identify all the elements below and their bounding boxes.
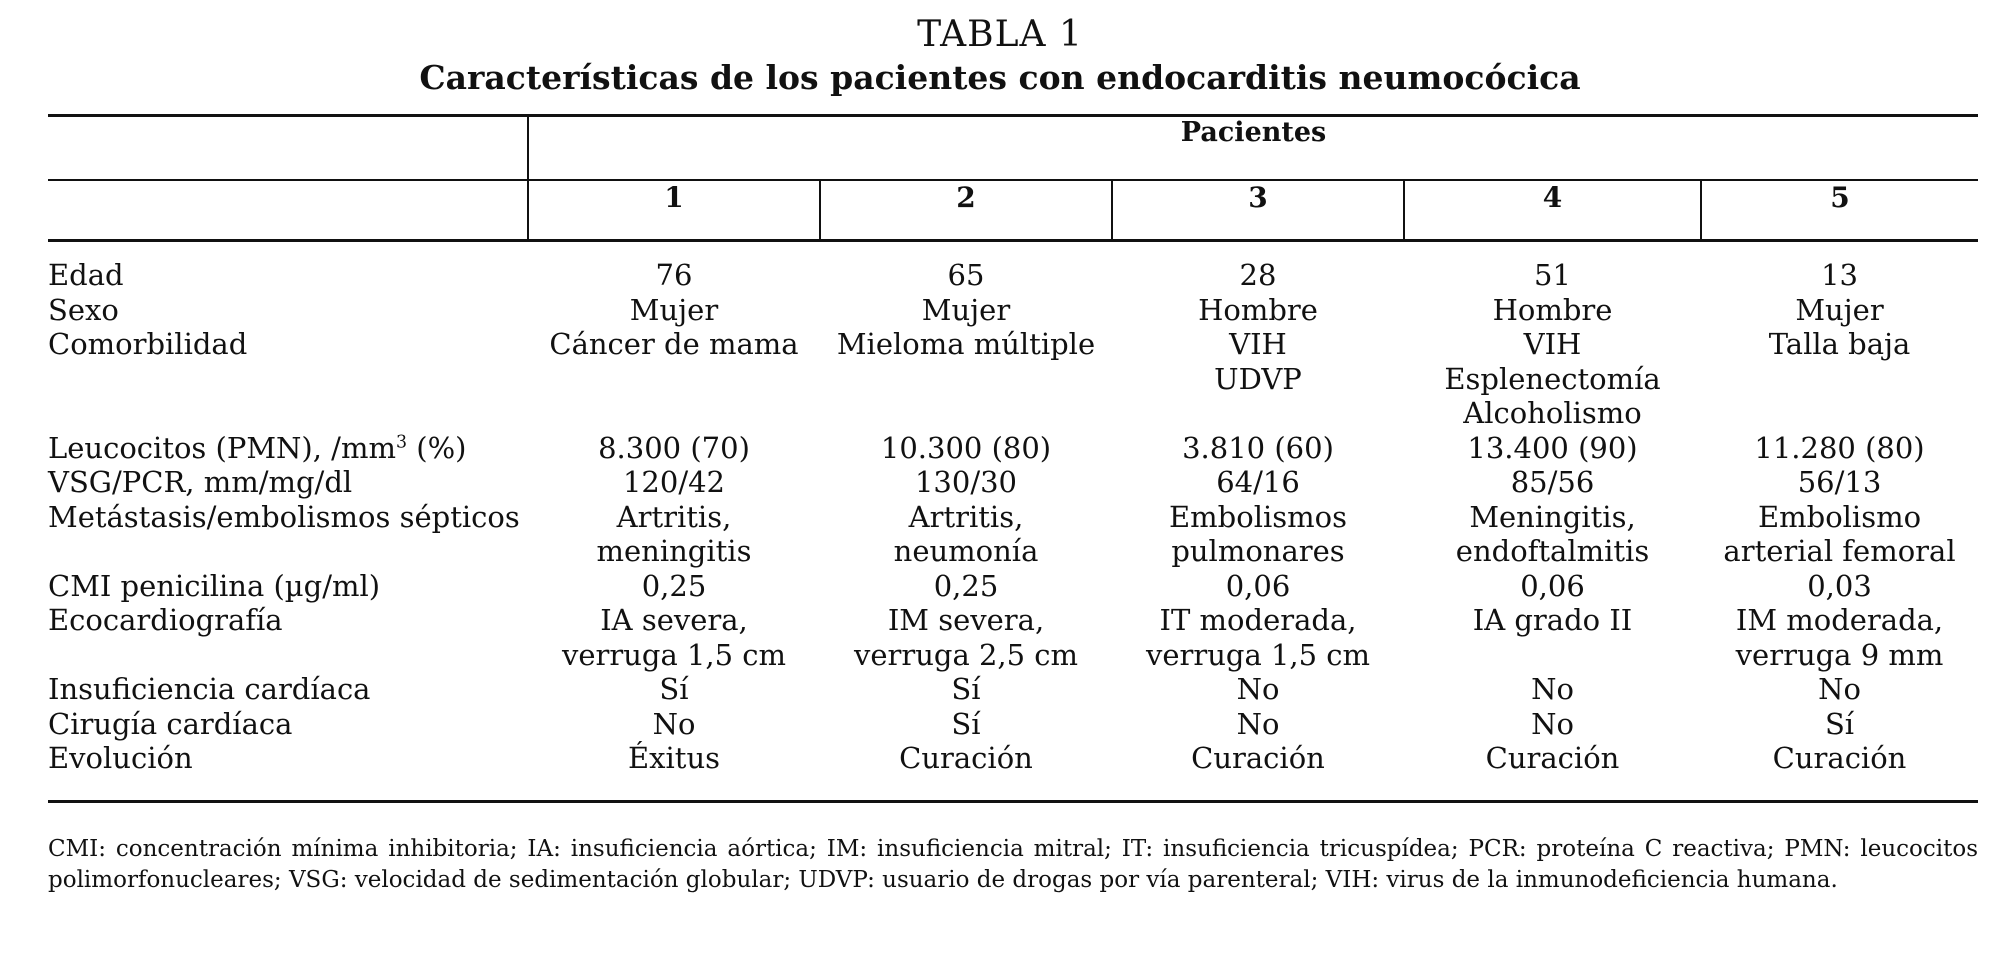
patient-number-header: 2 — [820, 180, 1112, 241]
patient-number-header: 3 — [1112, 180, 1404, 241]
patient-value-cell: Éxitus — [627, 741, 720, 775]
patient-number-header: 1 — [528, 180, 820, 241]
row-label: Sexo — [48, 292, 119, 327]
table-row — [48, 465, 1978, 500]
patients-group-header: Pacientes — [528, 116, 1978, 181]
patient-value-cell: Mujer — [921, 292, 1011, 327]
patient-value-cell: Mujer — [1795, 292, 1884, 327]
patient-value-cell: IA severa, verruga 1,5 cm — [561, 603, 787, 672]
patient-value-cell: VIH UDVP — [1214, 327, 1302, 396]
row-label: CMI penicilina (µg/ml) — [48, 568, 381, 603]
patient-value-cell: 85/56 — [1510, 465, 1595, 499]
patient-value-cell: Embolismos pulmonares — [1169, 499, 1347, 568]
patient-value-cell: 76 — [655, 258, 693, 292]
patient-value-cell: Mujer — [629, 292, 719, 327]
table-caption: Características de los pacientes con endocarditis neumocócica — [419, 58, 1581, 97]
stub-header — [48, 116, 528, 181]
patient-value-cell: No — [652, 706, 696, 741]
table-row — [48, 293, 1978, 328]
patient-value-cell: No — [1236, 672, 1280, 706]
patient-value-cell: Mieloma múltiple — [836, 327, 1096, 361]
patient-value-cell: 11.280 (80) — [1754, 430, 1925, 465]
patient-value-cell: Talla baja — [1768, 327, 1911, 361]
patient-value-cell: 65 — [947, 258, 985, 292]
table-number: TABLA 1 — [917, 14, 1083, 55]
patient-value-cell: Cáncer de mama — [549, 327, 799, 361]
patient-value-cell: Sí — [1824, 706, 1855, 741]
table-row — [48, 741, 1978, 776]
patient-value-cell: IM moderada, verruga 9 mm — [1735, 603, 1944, 672]
patient-value-cell: 120/42 — [622, 465, 726, 499]
row-label: VSG/PCR, mm/mg/dl — [48, 465, 353, 499]
patient-value-cell: IM severa, verruga 2,5 cm — [853, 603, 1079, 672]
row-label: Evolución — [48, 741, 193, 775]
patient-value-cell: No — [1818, 672, 1861, 706]
table-row — [48, 672, 1978, 707]
patient-value-cell: IT moderada, verruga 1,5 cm — [1145, 603, 1371, 672]
patient-value-cell: 56/13 — [1797, 465, 1882, 499]
patient-value-cell: Curación — [1772, 741, 1907, 775]
patient-value-cell: 0,03 — [1807, 568, 1872, 603]
table-row — [48, 500, 1978, 569]
row-label: Comorbilidad — [48, 327, 248, 361]
patient-value-cell: No — [1531, 672, 1574, 706]
stub-header-blank — [48, 180, 528, 241]
table-row — [48, 258, 1978, 293]
row-label: Leucocitos (PMN), $/mm^3$ (%) — [48, 430, 467, 465]
patient-value-cell: 0,25 — [933, 568, 999, 603]
row-label: Insuficiencia cardíaca — [48, 672, 371, 706]
patient-value-cell: 51 — [1534, 258, 1571, 292]
patient-value-cell: No — [1531, 706, 1574, 741]
patient-number-header: 4 — [1404, 180, 1701, 241]
row-label: Cirugía cardíaca — [48, 706, 293, 741]
table-title-block — [0, 14, 2000, 100]
patient-value-cell: IA grado II — [1472, 603, 1633, 637]
table-row — [48, 603, 1978, 672]
table-row — [48, 569, 1978, 604]
patient-value-cell: 0,06 — [1225, 568, 1291, 603]
patient-value-cell: Sí — [951, 672, 981, 706]
patient-value-cell: Curación — [1485, 741, 1620, 775]
patient-value-cell: Artritis, meningitis — [596, 499, 752, 568]
patient-value-cell: 10.300 (80) — [880, 430, 1052, 465]
row-label: Ecocardiografía — [48, 603, 283, 637]
patient-value-cell: Curación — [899, 741, 1033, 775]
row-label: Metástasis/embolismos sépticos — [48, 499, 520, 534]
patient-value-cell: 8.300 (70) — [598, 430, 750, 465]
patient-value-cell: 0,06 — [1520, 568, 1585, 603]
patient-value-cell: Hombre — [1492, 292, 1613, 327]
patient-value-cell: 0,25 — [641, 568, 707, 603]
patient-value-cell: Sí — [951, 706, 981, 741]
patient-value-cell: VIH Esplenectomía Alcoholismo — [1444, 327, 1661, 430]
patient-value-cell: Artritis, neumonía — [893, 499, 1039, 568]
patient-number-row — [48, 180, 1978, 241]
patient-value-cell: 3.810 (60) — [1182, 430, 1334, 465]
patient-value-cell: 13.400 (90) — [1467, 430, 1638, 465]
patient-value-cell: Curación — [1191, 741, 1325, 775]
patient-value-cell: 28 — [1239, 258, 1277, 292]
patient-value-cell: Meningitis, endoftalmitis — [1455, 499, 1650, 568]
patient-value-cell: Hombre — [1198, 292, 1318, 327]
patient-value-cell: Sí — [659, 672, 689, 706]
row-label: Edad — [48, 258, 124, 292]
group-header-row — [48, 116, 1978, 181]
patient-value-cell: 130/30 — [914, 465, 1018, 499]
table-row — [48, 707, 1978, 742]
patient-value-cell: No — [1236, 706, 1280, 741]
table-bottom-rule — [48, 776, 1978, 802]
table-row — [48, 327, 1978, 431]
patient-value-cell: 64/16 — [1216, 465, 1300, 499]
patient-number-header: 5 — [1701, 180, 1978, 241]
patient-value-cell: 13 — [1821, 258, 1858, 292]
table-footnote: CMI: concentración mínima inhibitoria; IA: insuficiencia aórtica; IM: insuficiencia mitral; IT: insuficiencia tricuspídea; PCR: proteína C reactiva; PMN: leucocitos polimorfonucleares; VSG: velocidad de sedimentación globular; UDVP: usuario de drogas por vía parenteral; VIH: virus de la inmunodeficiencia humana. — [48, 836, 1978, 893]
patients-table — [48, 114, 1978, 803]
table-row — [48, 431, 1978, 466]
patient-value-cell: Embolismo arterial femoral — [1723, 499, 1956, 568]
